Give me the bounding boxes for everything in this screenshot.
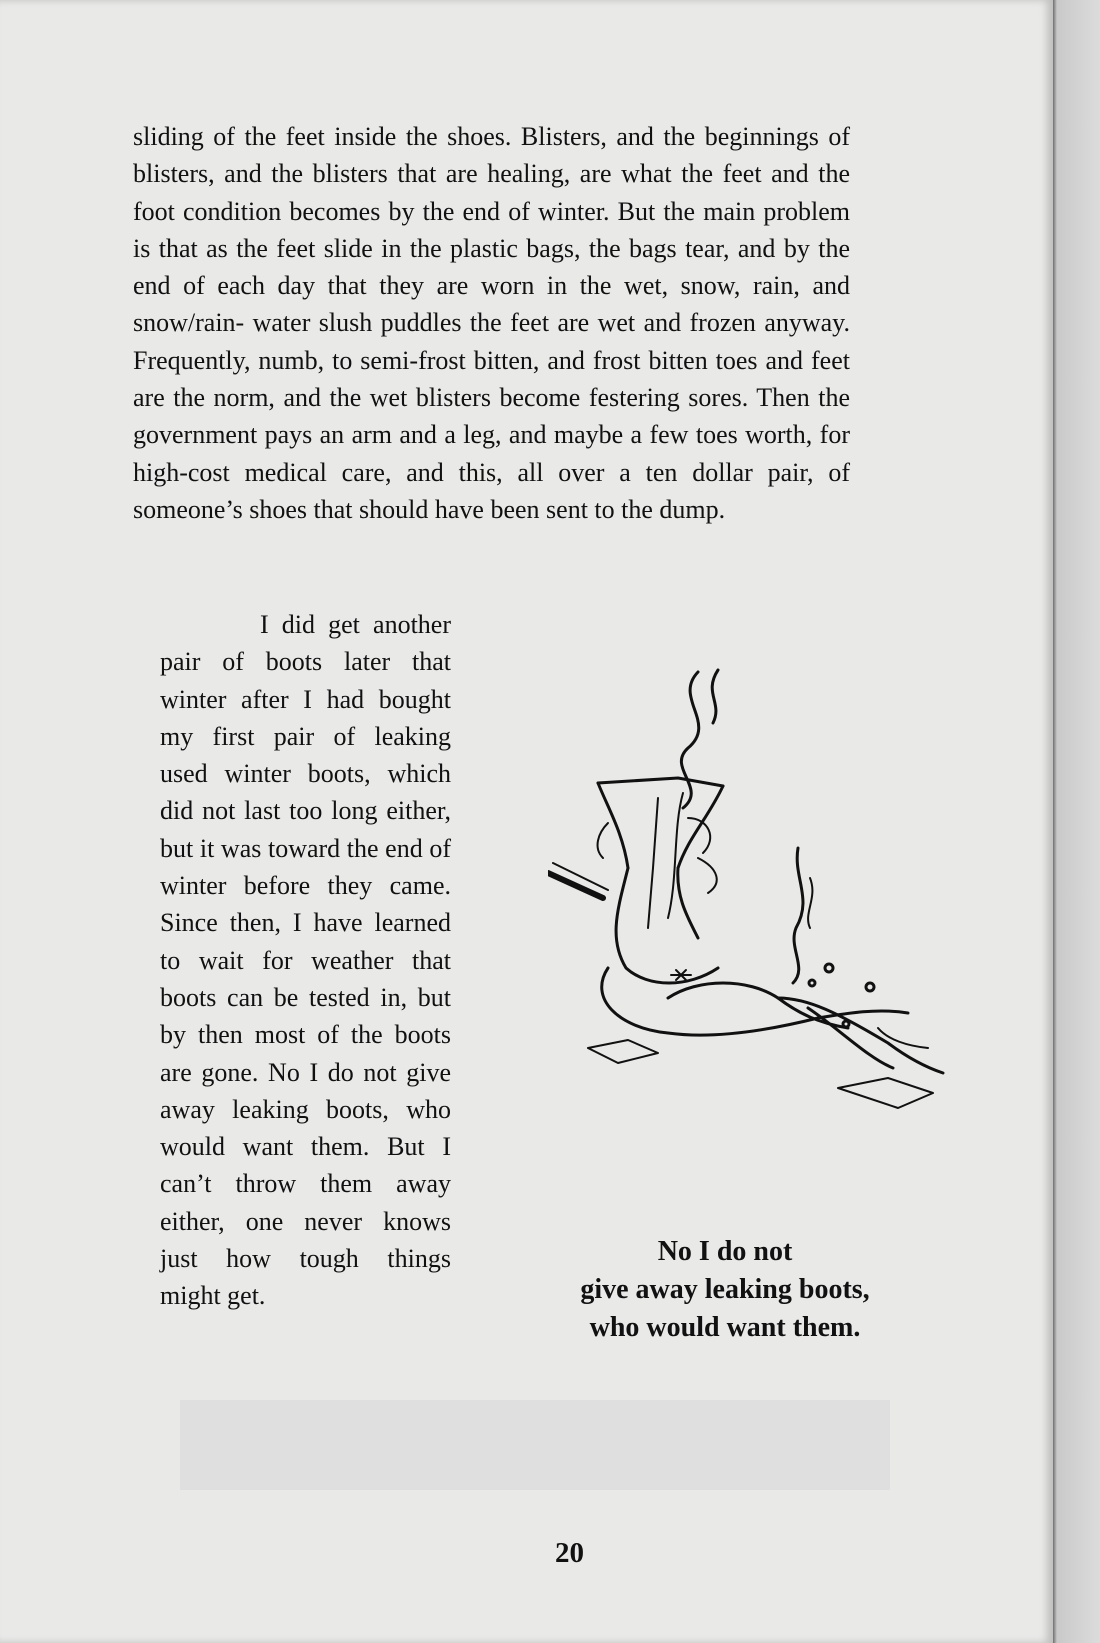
caption-line-2: give away leaking boots, bbox=[580, 1274, 870, 1305]
caption-line-3: who would want them. bbox=[589, 1312, 861, 1343]
caption-line-1: No I do not bbox=[657, 1236, 793, 1267]
body-paragraph-full-width: sliding of the feet inside the shoes. Blisters, and the beginnings of blisters, and the blisters that are healing, are what the feet and the foot condition becomes by the end of winter. But the main problem is that as the feet slide in the plastic bags, the bags tear, and by the end of each day that they are worn in the wet, snow, rain, and snow/rain- water slush puddles the feet are wet and frozen anyway. Frequently, numb, to semi-frost bitten, and frost bitten toes and feet are the norm, and the wet blisters become festering sores. Then the government pays an arm and a leg, and maybe a few toes worth, for high-cost medical care, and this, all over a ten dollar pair, of someone’s shoes that should have been sent to the dump. bbox=[133, 122, 850, 524]
leaking-boot-illustration bbox=[548, 668, 968, 1190]
illustration-caption bbox=[540, 1233, 910, 1347]
show-through-shadow bbox=[180, 1400, 890, 1490]
page-number: 20 bbox=[555, 1537, 584, 1569]
body-paragraph-column: I did get another pair of boots later that winter after I had bought my first pair of leaking used winter boots, which did not last too long either, but it was toward the end of winter before they came. Since then, I have learned to wait for weather that boots can be tested in, but by then most of the boots are gone. No I do not give away leaking boots, who would want them. But I can’t throw them away either, one never knows just how tough things might get. bbox=[160, 610, 451, 1311]
book-spine-edge bbox=[1053, 0, 1100, 1643]
